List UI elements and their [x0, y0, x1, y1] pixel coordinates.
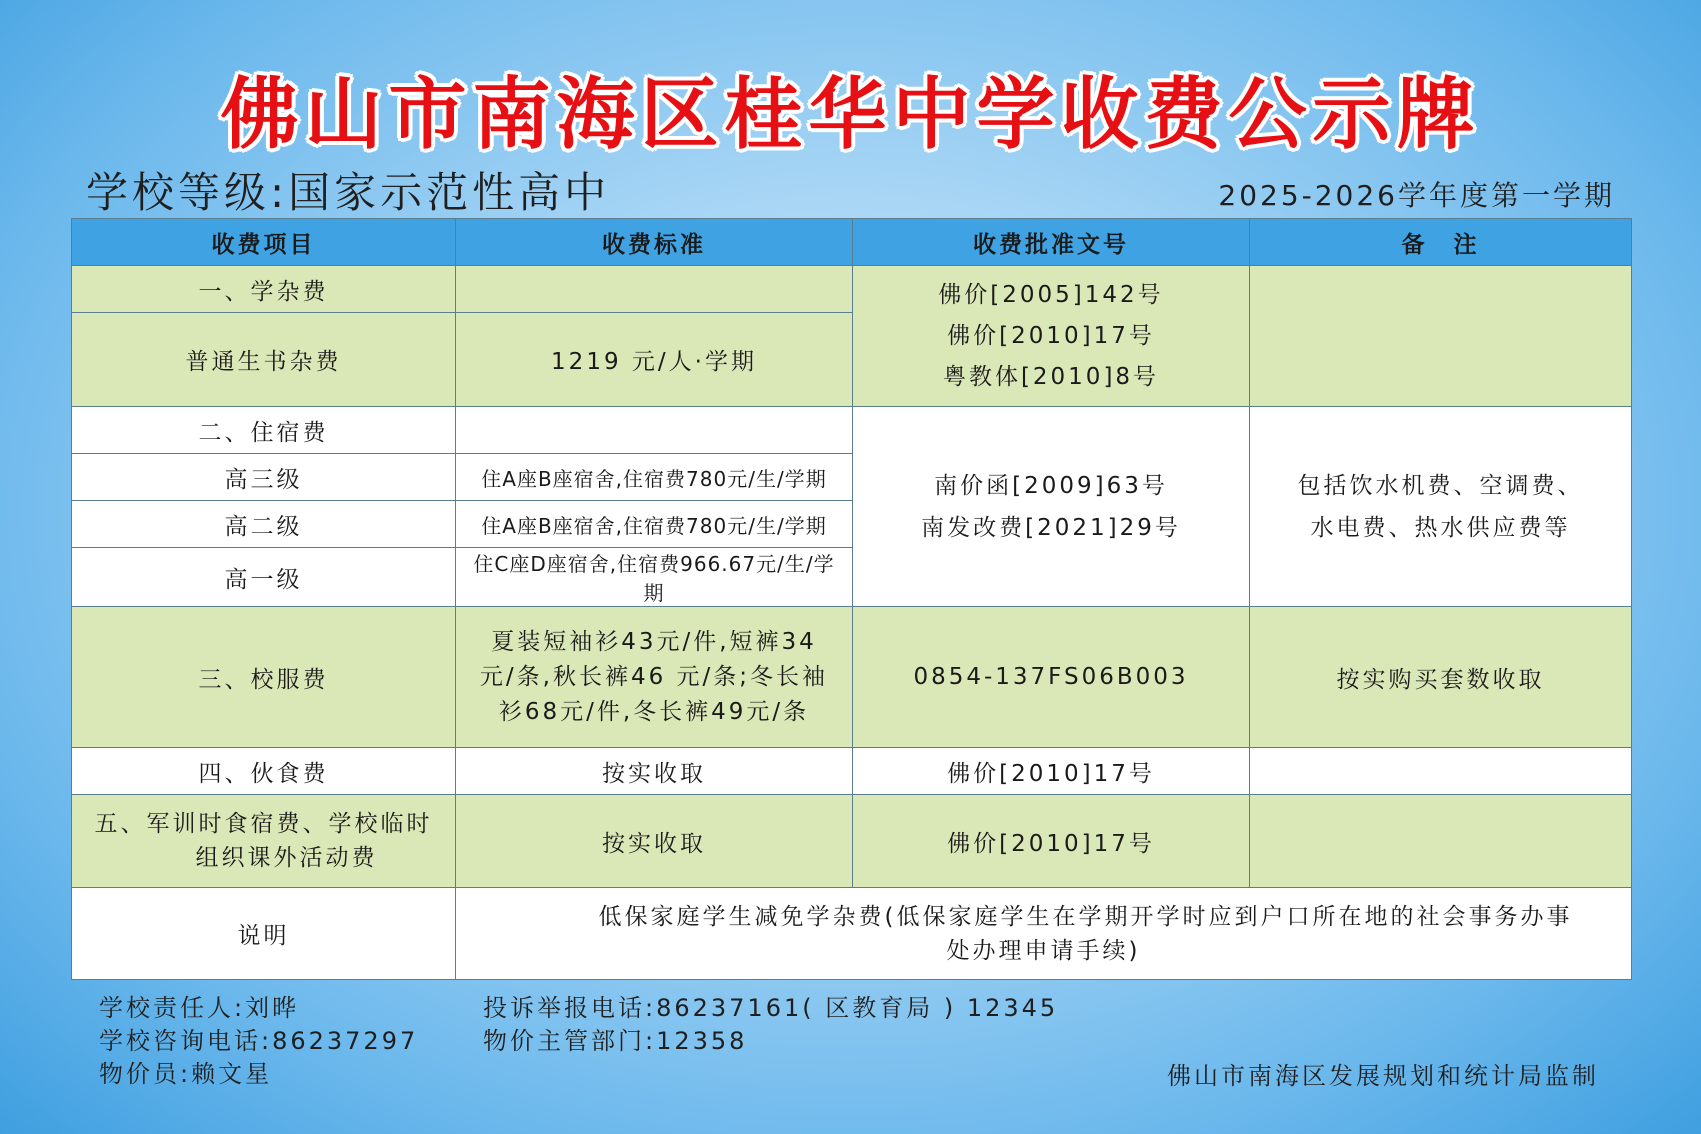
footer-complaint-phone: 投诉举报电话:86237161( 区教育局 ) 12345 [483, 994, 1059, 1022]
tuition-section-label: 一、学杂费 [72, 266, 456, 313]
training-section-label [72, 795, 456, 888]
explanation-label: 说明 [72, 888, 456, 980]
uniform-note: 按实购买套数收取 [1250, 607, 1632, 748]
training-label-line: 五、军训时食宿费、学校临时 [94, 811, 433, 837]
footer-price-dept: 物价主管部门:12358 [483, 1027, 748, 1055]
uniform-standard-line: 衫68元/件,冬长裤49元/条 [498, 698, 810, 725]
explanation-line-2: 处办理申请手续) [946, 937, 1141, 964]
dorm-standard: 住A座B座宿舍,住宿费780元/生/学期 [456, 454, 853, 501]
footer-consult-phone: 学校咨询电话:86237297 [99, 1027, 419, 1055]
explanation-line-1: 低保家庭学生减免学杂费(低保家庭学生在学期开学时应到户口所在地的社会事务办事 [598, 903, 1573, 930]
tuition-approvals [853, 266, 1250, 407]
dorm-approval-1: 南价函[2009]63号 [934, 472, 1168, 499]
training-note [1250, 795, 1632, 888]
table-header-row [72, 219, 1632, 266]
dorm-grade-label: 高三级 [72, 454, 456, 501]
dorm-section-standard [456, 407, 853, 454]
meals-standard: 按实收取 [456, 748, 853, 795]
uniform-section-label: 三、校服费 [72, 607, 456, 748]
semester-label: 2025-2026学年度第一学期 [1218, 179, 1615, 212]
dorm-approval-2: 南发改费[2021]29号 [921, 514, 1181, 541]
dorm-standard: 住A座B座宿舍,住宿费780元/生/学期 [456, 501, 853, 548]
table-row [72, 748, 1632, 795]
meals-note [1250, 748, 1632, 795]
school-grade: 学校等级:国家示范性高中 [86, 168, 611, 217]
uniform-approval: 0854-137FS06B003 [853, 607, 1250, 748]
dorm-section-label: 二、住宿费 [72, 407, 456, 454]
fee-table [71, 218, 1632, 980]
training-standard: 按实收取 [456, 795, 853, 888]
table-row [72, 607, 1632, 748]
dorm-note-2: 水电费、热水供应费等 [1310, 514, 1571, 541]
footer-responsible: 学校责任人:刘晔 [99, 994, 300, 1022]
footer-supervisor: 佛山市南海区发展规划和统计局监制 [1167, 1062, 1599, 1090]
table-row [72, 888, 1632, 980]
uniform-standard-line: 元/条,秋长裤46 元/条;冬长袖 [479, 663, 829, 690]
uniform-standard-line: 夏装短袖衫43元/件,短裤34 [491, 628, 817, 655]
board-title: 佛山市南海区桂华中学收费公示牌 [220, 70, 1481, 160]
dorm-approvals [853, 407, 1250, 607]
tuition-approval-3: 粤教体[2010]8号 [942, 363, 1160, 390]
dorm-standard: 住C座D座宿舍,住宿费966.67元/生/学期 [456, 548, 853, 607]
table-row [72, 795, 1632, 888]
column-header-note: 备 注 [1250, 219, 1632, 266]
tuition-item-label: 普通生书杂费 [72, 313, 456, 407]
training-label-line: 组织课外活动费 [195, 845, 378, 871]
tuition-standard: 1219 元/人·学期 [456, 313, 853, 407]
dorm-grade-label: 高一级 [72, 548, 456, 607]
dorm-grade-label: 高二级 [72, 501, 456, 548]
tuition-approval-2: 佛价[2010]17号 [947, 322, 1155, 349]
meals-approval: 佛价[2010]17号 [853, 748, 1250, 795]
uniform-standard [456, 607, 853, 748]
dorm-note-1: 包括饮水机费、空调费、 [1297, 472, 1584, 499]
column-header-item: 收费项目 [72, 219, 456, 266]
footer-price-officer: 物价员:赖文星 [99, 1060, 273, 1088]
meals-section-label: 四、伙食费 [72, 748, 456, 795]
tuition-section-standard [456, 266, 853, 313]
table-row [72, 407, 1632, 454]
column-header-approval: 收费批准文号 [853, 219, 1250, 266]
tuition-note [1250, 266, 1632, 407]
dorm-notes [1250, 407, 1632, 607]
tuition-approval-1: 佛价[2005]142号 [938, 281, 1164, 308]
column-header-standard: 收费标准 [456, 219, 853, 266]
table-row [72, 266, 1632, 313]
explanation-text [456, 888, 1632, 980]
training-approval: 佛价[2010]17号 [853, 795, 1250, 888]
